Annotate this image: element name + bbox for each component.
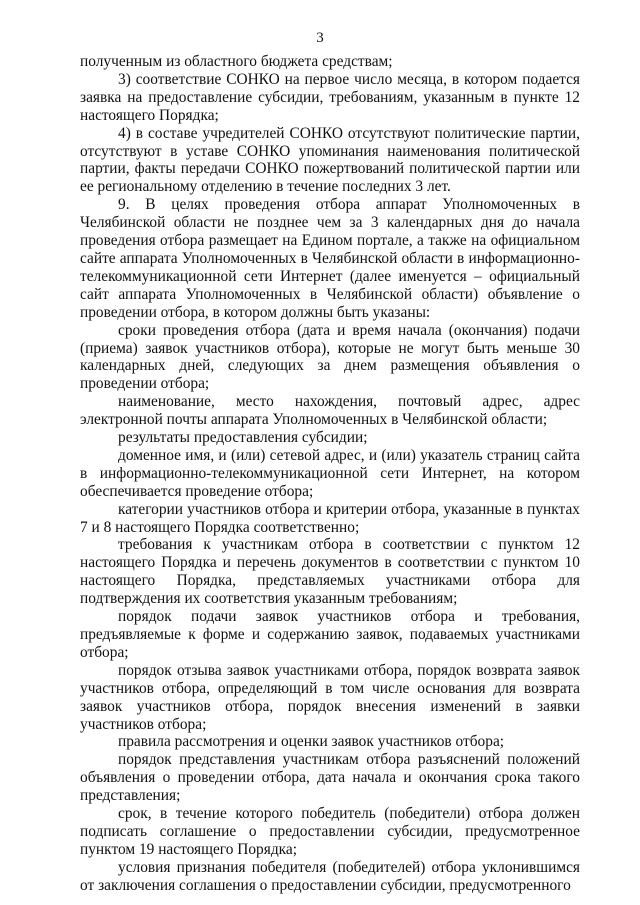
- paragraph: сроки проведения отбора (дата и время начала (окончания) подачи (приема) заявок участников отбора), которые не могут быть меньше 30 календарных дней, следующих за днем размещения объявления о проведении отбора;: [80, 321, 580, 393]
- paragraph: доменное имя, и (или) сетевой адрес, и (или) указатель страниц сайта в информационно-телекоммуникационной сети Интернет, на котором обеспечивается проведение отбора;: [80, 446, 580, 500]
- paragraph: категории участников отбора и критерии отбора, указанные в пунктах 7 и 8 настоящего Порядка соответственно;: [80, 500, 580, 536]
- paragraph: полученным из областного бюджета средствам;: [80, 53, 393, 70]
- paragraph: порядок подачи заявок участников отбора и требования, предъявляемые к форме и содержанию заявок, подаваемых участниками отбора;: [80, 608, 580, 661]
- paragraph: срок, в течение которого победитель (победители) отбора должен подписать соглашение о предоставлении субсидии, предусмотренное пунктом 19 настоящего Порядка;: [80, 805, 580, 858]
- paragraph: правила рассмотрения и оценки заявок участников отбора;: [118, 733, 505, 751]
- paragraph: порядок представления участникам отбора разъяснений положений объявления о проведении отбора, дата начала и окончания срока такого представления;: [80, 751, 580, 805]
- paragraph: 3) соответствие СОНКО на первое число месяца, в котором подается заявка на предоставление субсидии, требованиям, указанным в пункте 12 настоящего Порядка;: [80, 70, 580, 124]
- paragraph: 9. В целях проведения отбора аппарат Уполномоченных в Челябинской области не позднее чем за 3 календарных дня до начала проведения отбора размещает на Едином портале, а также на официальном сайте аппарата Уполномоченных в Челябинской области в информационно-телекоммуникационной сети Интернет (далее именуется – официальный сайт аппарата Уполномоченных в Челябинской области) объявление о проведении отбора, в котором должны быть указаны:: [80, 196, 580, 321]
- paragraph: условия признания победителя (победителей) отбора уклонившимся от заключения соглашения о предоставлении субсидии, предусмотренного: [80, 858, 580, 894]
- document-body: [80, 53, 580, 895]
- paragraph: наименование, место нахождения, почтовый адрес, адрес электронной почты аппарата Уполномоченных в Челябинской области;: [80, 393, 580, 429]
- paragraph: требования к участникам отбора в соответствии с пунктом 12 настоящего Порядка и перечень документов в соответствии с пунктом 10 настоящего Порядка, представляемых участниками отбора для подтверждения их соответствия указанным требованиям;: [80, 536, 580, 608]
- paragraph: результаты предоставления субсидии;: [118, 429, 368, 447]
- paragraph: порядок отзыва заявок участниками отбора, порядок возврата заявок участников отбора, определяющий в том числе основания для возврата заявок участников отбора, порядок внесения изменений в заявки участников отбора;: [80, 661, 580, 733]
- paragraph: 4) в составе учредителей СОНКО отсутствуют политические партии, отсутствуют в уставе СОНКО упоминания наименования политической партии, факты передачи СОНКО пожертвований политической партии или ее региональному отделению в течение последних 3 лет.: [80, 124, 580, 196]
- page-number: 3: [316, 30, 324, 46]
